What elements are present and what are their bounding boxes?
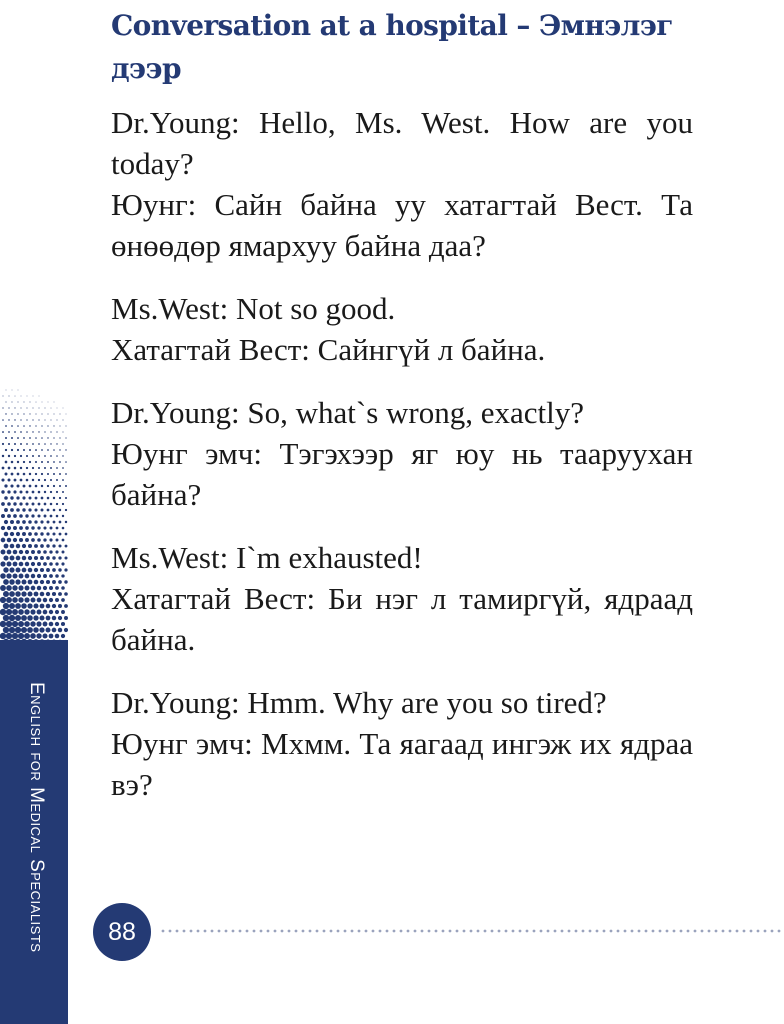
dialogue-exchange-1: [111, 102, 693, 266]
dialogue-exchange-3: [111, 392, 693, 515]
page-title: Conversation at a hospital – Эмнэлэг дээр: [111, 9, 673, 85]
mongolian-line: Хатагтай Вест: Би нэг л тамиргүй, ядраад байна.: [111, 581, 693, 657]
spine-label: English for Medical Specialists: [26, 682, 47, 953]
mongolian-line: Юунг эмч: Мхмм. Та яагаад ингэж их ядраа вэ?: [111, 726, 693, 802]
english-line: Ms.West: I`m exhausted!: [111, 540, 423, 575]
page-number-badge: 88: [93, 903, 151, 961]
english-line: Dr.Young: Hmm. Why are you so tired?: [111, 685, 607, 720]
dialogue-exchange-4: [111, 537, 693, 660]
mongolian-line: Юунг: Сайн байна уу хатагтай Вест. Та өнөөдөр ямархуу байна даа?: [111, 187, 693, 263]
english-line: Dr.Young: So, what`s wrong, exactly?: [111, 395, 585, 430]
dotted-rule: [160, 928, 784, 934]
dialogue-exchange-2: [111, 288, 693, 370]
page-content: [111, 0, 693, 805]
english-line: Dr.Young: Hello, Ms. West. How are you today?: [111, 105, 693, 181]
mongolian-line: Хатагтай Вест: Сайнгүй л байна.: [111, 332, 546, 367]
spine-sidebar: [0, 0, 68, 1024]
dialogue-exchange-5: [111, 682, 693, 805]
mongolian-line: Юунг эмч: Тэгэхээр яг юу нь тааруухан байна?: [111, 436, 693, 512]
english-line: Ms.West: Not so good.: [111, 291, 396, 326]
